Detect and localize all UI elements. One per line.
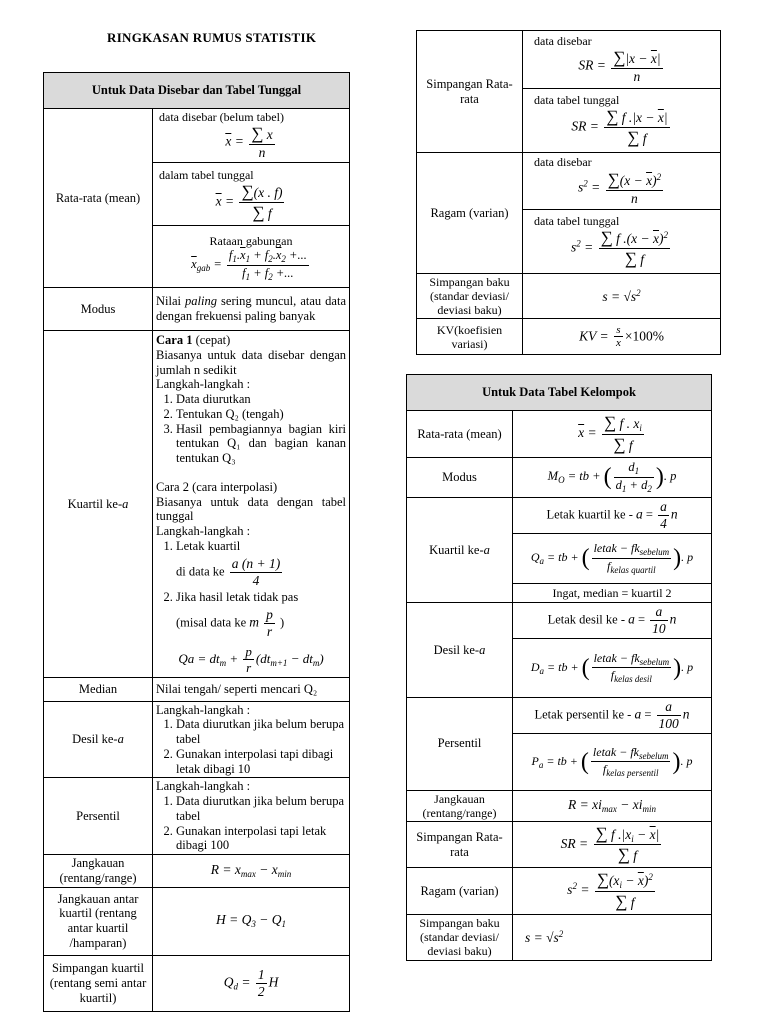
group-quartile-label	[407, 498, 513, 603]
group-decile-label	[407, 603, 513, 698]
group-quartile-label-text: Kuartil ke-	[429, 542, 484, 557]
group-percentile-position-text: Letak persentil ke -	[534, 707, 632, 722]
group-mad-label: Simpangan Rata-rata	[407, 822, 513, 868]
percentile-steps-title: Langkah-langkah :	[156, 779, 251, 794]
median-text: Nilai tengah/ seperti mencari Q₂	[153, 677, 350, 701]
percentile-label: Persentil	[44, 778, 153, 855]
decile-label	[44, 701, 153, 778]
mad-single-table-formula: SR = $\frac{\sum f .|x - \overline{x}|}{\sum f}$	[571, 107, 668, 148]
mean-combined-formula: $\overline{x}_{gab}$ = $\frac{f_1.\overline{x}_1 + f_2.\overline{x}_2 +...}{f_1 + f_2 +...}$	[191, 248, 307, 282]
quartile-label	[44, 331, 153, 678]
decile-label-text: Desil ke-	[72, 732, 118, 747]
sd-formula: $s = √s^2$	[523, 274, 721, 319]
quartile-interpolation-formula: $Qa = dt_m$ + $\frac{p}{r}$ $(dt_{m+1} - dt_m)$	[178, 644, 324, 676]
variance-single-table-cell	[523, 210, 721, 274]
quartile-steps-cell	[153, 331, 350, 678]
quartile-way1-note: (cepat)	[195, 333, 231, 348]
group-decile-position-cell: Letak desil ke - a = $\frac{a}{10}$ n	[513, 603, 712, 639]
group-decile-position-text: Letak desil ke -	[547, 612, 625, 627]
percentile-steps-cell	[153, 778, 350, 855]
group-range-formula: $R = xi_{max} - xi_{min}$	[513, 790, 712, 821]
quartile-way2-steps	[156, 539, 346, 640]
cv-formula: KV = $\frac{s}{x}$ ×100%	[523, 319, 721, 355]
quartile-way1-title: Cara 1	[156, 333, 193, 348]
cv-label: KV(koefisien variasi)	[417, 319, 523, 355]
percentile-step: 1. Data diurutkan jika belum berupa tabel	[176, 794, 346, 824]
mean-scattered-formula: $\overline{x}$ = $\frac{\sum x}{n}$	[225, 124, 273, 161]
group-variance-label: Ragam (varian)	[407, 868, 513, 915]
mean-scattered-caption: data disebar (belum tabel)	[159, 110, 284, 124]
quartile-way1-step: 1. Data diurutkan	[176, 392, 346, 407]
mad-label: Simpangan Rata-rata	[417, 31, 523, 153]
mean-scattered-cell	[153, 109, 350, 163]
group-quartile-note: Ingat, median = kuartil 2	[513, 584, 712, 603]
sd-label: Simpangan baku (standar deviasi/ deviasi baku)	[417, 274, 523, 319]
decile-steps-cell	[153, 701, 350, 778]
quartile-way2-steps-title: Langkah-langkah :	[156, 524, 251, 539]
left-formula-table	[43, 72, 350, 1012]
variance-label: Ragam (varian)	[417, 153, 523, 274]
mean-label: Rata-rata (mean)	[44, 109, 153, 288]
quartile-way2-step1-text: Letak kuartil	[176, 538, 241, 553]
group-quartile-formula: $Q_a$ = tb + ( $\frac{letak - fk_{sebelum}}{f_{kelas quartil}}$ ). p	[513, 534, 712, 584]
iqr-formula: $H = Q_3 - Q_1$	[153, 887, 350, 955]
decile-label-var: a	[117, 732, 124, 747]
qd-formula: $Q_d$ = $\frac{1}{2}$ H	[153, 955, 350, 1011]
mean-combined-caption: Rataan gabungan	[209, 233, 293, 248]
group-percentile-formula: $P_a$ = tb + ( $\frac{letak - fk_{sebelum}}{f_{kelas persentil}}$ ). p	[513, 733, 712, 790]
left-table-header: Untuk Data Disebar dan Tabel Tunggal	[44, 73, 350, 109]
mode-text-after: sering muncul, atau data dengan frekuensi paling banyak	[156, 294, 347, 324]
quartile-label-var: a	[122, 496, 129, 511]
mean-single-table-cell	[153, 163, 350, 226]
right-bottom-formula-table	[406, 374, 712, 961]
group-decile-sub-before: sebelum	[639, 656, 670, 667]
range-formula: $R = x_{max} - x_{min}$	[153, 855, 350, 888]
quartile-label-text: Kuartil ke-	[67, 496, 123, 511]
quartile-position-formula: $\frac{a (n + 1)}{4}$	[231, 555, 281, 588]
group-quartile-position-cell: Letak kuartil ke - a = $\frac{a}{4}$ n	[513, 498, 712, 534]
iqr-label: Jangkauan antar kuartil (rentang antar kuartil /hamparan)	[44, 887, 153, 955]
quartile-way2-step2-sub: (misal data ke	[176, 615, 247, 630]
group-percentile-sub-class: kelas persentil	[606, 768, 659, 779]
quartile-way1-steps-title: Langkah-langkah :	[156, 377, 251, 392]
quartile-way1-steps	[156, 392, 346, 466]
mad-scattered-caption: data disebar	[534, 33, 592, 48]
quartile-way1-step: 2. Tentukan Q₂ (tengah)	[176, 407, 346, 422]
decile-steps-title: Langkah-langkah :	[156, 702, 251, 717]
group-range-label: Jangkauan (rentang/range)	[407, 790, 513, 821]
decile-step: 1. Data diurutkan jika belum berupa tabel	[176, 717, 346, 747]
quartile-way1-step: 3. Hasil pembagiannya bagian kiri tentukan Q₁ dan bagian kanan tentukan Q₃	[176, 422, 346, 466]
percentile-step: 2. Gunakan interpolasi tapi letak dibagi 100	[176, 824, 346, 854]
mad-scattered-cell	[523, 31, 721, 89]
decile-step: 2. Gunakan interpolasi tapi dibagi letak dibagi 10	[176, 747, 346, 777]
page-title: RINGKASAN RUMUS STATISTIK	[107, 30, 317, 45]
quartile-way2-step	[176, 539, 346, 589]
group-sd-formula: $s = √s^2$	[513, 915, 712, 960]
group-variance-formula: $s^2$ = $\frac{\sum(x_i - \overline{x})^2}{\sum f}$	[513, 868, 712, 915]
mad-single-table-caption: data tabel tunggal	[534, 92, 620, 107]
variance-scattered-caption: data disebar	[534, 155, 592, 170]
group-mean-formula: $\overline{x}$ = $\frac{\sum f . x_i}{\sum f}$	[513, 411, 712, 458]
cv-percent: ×100%	[624, 328, 664, 344]
variance-single-table-formula: $s^2$ = $\frac{\sum f .(x - \overline{x})^2}{\sum f}$	[571, 228, 668, 269]
decile-steps	[156, 717, 346, 776]
quartile-way2-desc: Biasanya untuk data dengan tabel tunggal	[156, 494, 347, 524]
quartile-way2-step1-sub: di data ke	[176, 563, 225, 578]
quartile-way2-step2-text: Jika hasil letak tidak pas	[176, 590, 299, 605]
qd-label: Simpangan kuartil (rentang semi antar kuartil)	[44, 955, 153, 1011]
mode-text-italic: paling	[185, 294, 217, 309]
group-decile-label-var: a	[479, 642, 486, 657]
mean-single-table-formula: $\overline{x}$ = $\frac{\sum(x . f)}{\sum f}$	[215, 182, 283, 223]
group-mad-formula: SR = $\frac{\sum f .|x_i - \overline{x}|}{\sum f}$	[513, 822, 712, 868]
group-decile-sub-class: kelas desil	[614, 674, 652, 685]
group-percentile-label: Persentil	[407, 697, 513, 790]
right-bottom-table-header: Untuk Data Tabel Kelompok	[407, 375, 712, 411]
group-quartile-position-text: Letak kuartil ke -	[546, 507, 633, 522]
group-decile-label-text: Desil ke-	[433, 642, 480, 657]
range-label: Jangkauan (rentang/range)	[44, 855, 153, 888]
group-quartile-sub-class: kelas quartil	[610, 565, 656, 575]
group-mean-label: Rata-rata (mean)	[407, 411, 513, 458]
variance-scattered-formula: $s^2$ = $\frac{\sum(x - \overline{x})^2}{n}$	[577, 169, 662, 206]
group-quartile-sub-before: sebelum	[639, 547, 670, 558]
quartile-way2-title: Cara 2 (cara interpolasi)	[156, 479, 278, 494]
median-label: Median	[44, 677, 153, 701]
mode-text-before: Nilai	[156, 294, 186, 309]
quartile-way2-step: 2. Jika hasil letak tidak pas (misal data ke m $\frac{p}{r}$ )	[176, 590, 346, 640]
group-mode-formula: $M_O$ = tb + ( $\frac{d_1}{d_1 + d_2}$ ). p	[513, 458, 712, 498]
quartile-way1-desc: Biasanya untuk data disebar dengan jumlah n sedikit	[156, 347, 347, 377]
mad-single-table-cell	[523, 89, 721, 153]
group-quartile-label-var: a	[483, 542, 490, 557]
group-mode-label: Modus	[407, 458, 513, 498]
variance-single-table-caption: data tabel tunggal	[534, 213, 620, 228]
percentile-steps	[156, 794, 346, 853]
group-sd-label: Simpangan baku (standar deviasi/ deviasi baku)	[407, 915, 513, 960]
mode-label: Modus	[44, 288, 153, 331]
variance-scattered-cell	[523, 153, 721, 210]
right-top-formula-table	[416, 30, 721, 355]
mean-combined-cell	[153, 226, 350, 288]
mode-description	[153, 288, 350, 331]
group-decile-formula: $D_a$ = tb + ( $\frac{letak - fk_{sebelum}}{f_{kelas desil}}$ ). p	[513, 638, 712, 697]
group-percentile-sub-before: sebelum	[638, 750, 669, 761]
mad-scattered-formula: SR = $\frac{\sum|x - \overline{x}|}{n}$	[578, 48, 661, 85]
group-percentile-position-cell: Letak persentil ke - a = $\frac{a}{100}$ n	[513, 697, 712, 733]
mean-single-table-caption: dalam tabel tunggal	[159, 168, 254, 182]
